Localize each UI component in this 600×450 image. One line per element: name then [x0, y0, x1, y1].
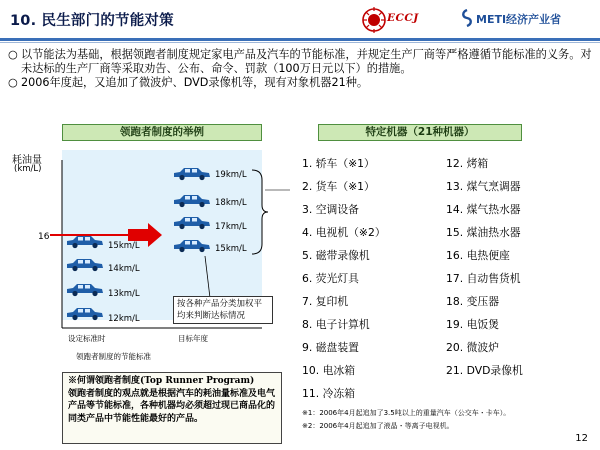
y-axis-label: 耗油量: [12, 155, 42, 166]
chart-caption: 领跑者制度的节能标准: [76, 352, 151, 361]
list-item: 14. 煤气热水器: [446, 203, 521, 216]
footnote-1: ※1：2006年4月起追加了3.5吨以上的重量汽车（公交车・卡车）。: [302, 409, 511, 417]
list-item: 3. 空调设备: [302, 203, 359, 216]
page-number: 12: [575, 433, 588, 444]
car-label-right: 19km/L: [215, 170, 247, 180]
footnote-2: ※2：2006年4月起追加了液晶・等离子电视机。: [302, 422, 454, 430]
page-title: 10. 民生部门的节能对策: [10, 13, 174, 29]
x-label-right: 目标年度: [178, 334, 208, 343]
list-item: 6. 荧光灯具: [302, 272, 359, 285]
list-item: 1. 轿车（※1）: [302, 157, 375, 170]
list-item: 20. 微波炉: [446, 341, 499, 354]
car-label-right: 17km/L: [215, 222, 247, 232]
brace-line: [252, 170, 268, 254]
bullet-item: ○ 以节能法为基础，根据领跑者制度规定家电产品及汽车的节能标准，并规定生产厂商等严格遵循节能标准的义务。对未达标的生产厂商等采取劝告、公布、命令、罚款（100万日元以下）的措施。: [8, 48, 592, 76]
right-panel-header: 特定机器（21种机器）: [318, 124, 522, 141]
car-right-4: [174, 240, 210, 252]
y-axis-unit: (km/L): [14, 164, 42, 174]
car-label-left: 13km/L: [108, 289, 140, 299]
eccj-label: ECCJ: [387, 12, 419, 24]
car-left-4: [67, 308, 103, 320]
threshold-value: 16: [38, 232, 50, 242]
callout-pointer: [205, 256, 210, 298]
x-label-left: 设定标准时: [68, 334, 106, 343]
left-panel-header: 领跑者制度的举例: [62, 124, 262, 141]
list-item: 4. 电视机（※2）: [302, 226, 386, 239]
list-item: 11. 冷冻箱: [302, 387, 355, 400]
car-right-1: [174, 168, 210, 180]
list-item: 13. 煤气烹调器: [446, 180, 521, 193]
bullet-item: ○ 2006年度起，又追加了微波炉、DVD录像机等，现有对象机器21种。: [8, 76, 369, 90]
list-item: 21. DVD录像机: [446, 364, 523, 377]
car-label-right: 18km/L: [215, 198, 247, 208]
car-left-2: [67, 259, 103, 271]
car-right-2: [174, 195, 210, 207]
car-label-left: 14km/L: [108, 264, 140, 274]
car-left-3: [67, 284, 103, 296]
car-right-3: [174, 217, 210, 229]
list-item: 15. 煤油热水器: [446, 226, 521, 239]
meti-label: METI经济产业省: [476, 13, 562, 26]
list-item: 8. 电子计算机: [302, 318, 370, 331]
list-item: 18. 变压器: [446, 295, 499, 308]
list-item: 16. 电热便座: [446, 249, 510, 262]
list-item: 10. 电冰箱: [302, 364, 355, 377]
runner-box-body: 领跑者制度的观点就是根据汽车的耗油量标准及电气产品等节能标准，各种机器均必须超过现已商品化的同类产品中节能性能最好的产品。: [68, 388, 276, 424]
car-label-left: 15km/L: [108, 241, 140, 251]
top-runner-definition-box: [62, 372, 282, 444]
list-item: 12. 烤箱: [446, 157, 489, 170]
car-label-right: 15km/L: [215, 244, 247, 254]
car-label-left: 12km/L: [108, 314, 140, 324]
list-item: 17. 自动售货机: [446, 272, 521, 285]
list-item: 9. 磁盘装置: [302, 341, 359, 354]
list-item: 2. 货车（※1）: [302, 180, 375, 193]
list-item: 5. 磁带录像机: [302, 249, 370, 262]
list-item: 7. 复印机: [302, 295, 349, 308]
runner-box-title: ※何谓领跑者制度(Top Runner Program): [68, 376, 255, 386]
list-item: 19. 电饭煲: [446, 318, 499, 331]
callout-box: 按各种产品分类加权平均来判断达标情况: [173, 296, 273, 324]
car-left-1: [67, 236, 103, 248]
